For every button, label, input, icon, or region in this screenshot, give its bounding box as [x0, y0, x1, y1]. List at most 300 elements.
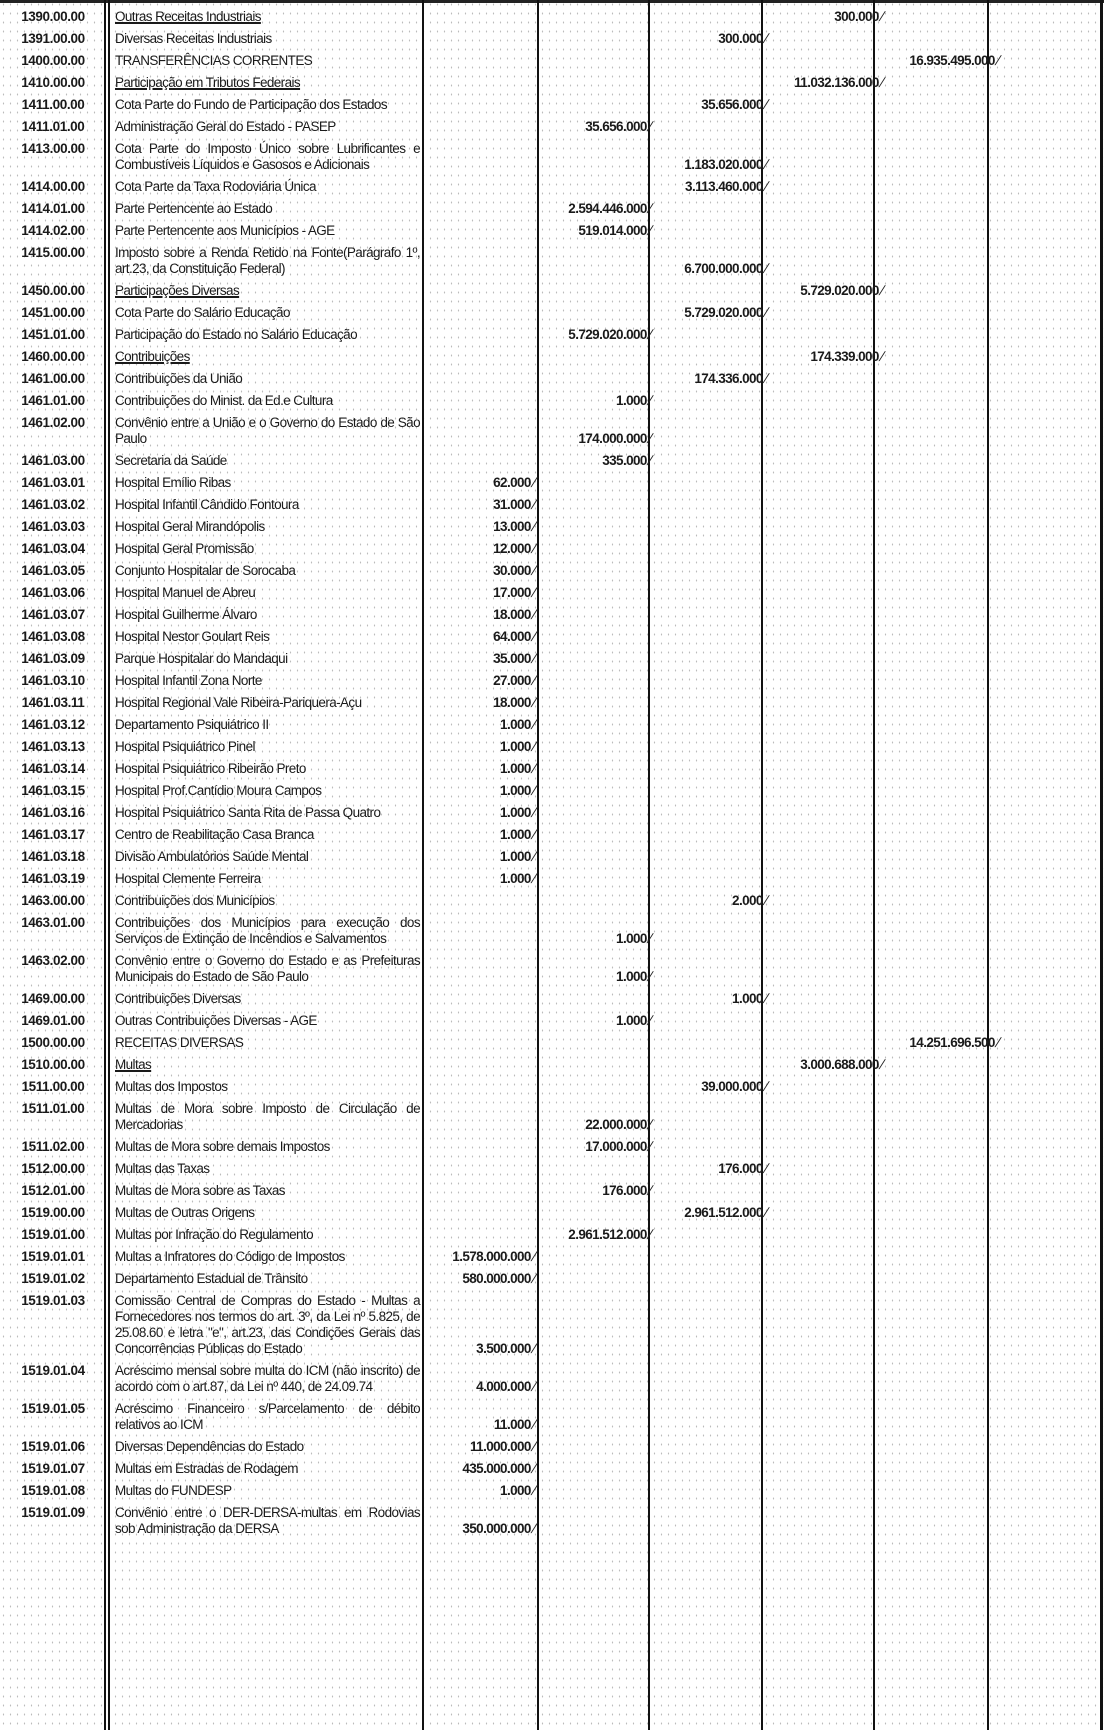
value-cell-col-3: [655, 390, 771, 412]
table-row: [0, 802, 1104, 824]
check-mark-icon: /: [761, 97, 770, 112]
value-cell-col-6: [1003, 950, 1104, 988]
value-cell-col-5: [887, 28, 1003, 50]
check-mark-icon: /: [761, 261, 770, 276]
account-description: Parte Pertencente ao Estado: [115, 201, 273, 216]
amount: 176.000: [602, 1183, 647, 1198]
check-mark-icon: /: [529, 871, 538, 886]
account-description: Hospital Geral Mirandópolis: [115, 519, 265, 534]
value-cell-col-3: [655, 846, 771, 868]
value-cell-col-1: [423, 494, 539, 516]
account-description: Multas de Mora sobre Imposto de Circulação de Mercadorias: [115, 1101, 420, 1132]
table-row: [0, 94, 1104, 116]
table-row: [0, 1224, 1104, 1246]
value-cell-col-2: [539, 802, 655, 824]
description-cell: [106, 242, 423, 280]
value-cell-col-3: [655, 1076, 771, 1098]
value-cell-col-1: [423, 450, 539, 472]
amount: 35.000: [493, 651, 531, 666]
value-cell-col-5: [887, 1246, 1003, 1268]
value-cell-col-2: [539, 692, 655, 714]
value-cell-col-1: [423, 1180, 539, 1202]
value-cell-col-5: [887, 758, 1003, 780]
description-cell: [106, 280, 423, 302]
description-cell: [106, 390, 423, 412]
value-cell-col-5: [887, 280, 1003, 302]
value-cell-col-1: [423, 560, 539, 582]
description-cell: [106, 802, 423, 824]
value-cell-col-4: [771, 758, 887, 780]
value-cell-col-3: [655, 28, 771, 50]
check-mark-icon: /: [529, 827, 538, 842]
description-cell: [106, 116, 423, 138]
value-cell-col-6: [1003, 824, 1104, 846]
value-cell-col-6: [1003, 1480, 1104, 1502]
value-cell-col-4: [771, 1436, 887, 1458]
amount: 6.700.000.000: [684, 261, 763, 276]
description-cell: [106, 1398, 423, 1436]
value-cell-col-4: [771, 1054, 887, 1076]
value-cell-col-6: [1003, 324, 1104, 346]
description-cell: [106, 1158, 423, 1180]
value-cell-col-5: [887, 890, 1003, 912]
value-cell-col-3: [655, 758, 771, 780]
check-mark-icon: /: [529, 1417, 538, 1432]
amount: 1.578.000.000: [452, 1249, 531, 1264]
amount: 3.000.688.000: [800, 1057, 879, 1072]
account-code: 1463.01.00: [21, 915, 85, 930]
table-row: [0, 72, 1104, 94]
check-mark-icon: /: [761, 1079, 770, 1094]
value-cell-col-6: [1003, 176, 1104, 198]
check-mark-icon: /: [761, 31, 770, 46]
amount: 174.339.000: [810, 349, 879, 364]
account-code: 1461.03.00: [21, 453, 85, 468]
value-cell-col-5: [887, 1502, 1003, 1540]
account-code: 1461.03.19: [21, 871, 85, 886]
value-cell-col-2: [539, 1246, 655, 1268]
table-row: [0, 692, 1104, 714]
value-cell-col-1: [423, 198, 539, 220]
description-cell: [106, 1076, 423, 1098]
check-mark-icon: /: [761, 1161, 770, 1176]
value-cell-col-4: [771, 1076, 887, 1098]
value-cell-col-6: [1003, 450, 1104, 472]
table-row: [0, 626, 1104, 648]
value-cell-col-4: [771, 1136, 887, 1158]
account-description: Parte Pertencente aos Municípios - AGE: [115, 223, 335, 238]
check-mark-icon: /: [645, 201, 654, 216]
amount: 2.000: [732, 893, 763, 908]
amount: 1.000: [500, 805, 531, 820]
check-mark-icon: /: [645, 1139, 654, 1154]
value-cell-col-2: [539, 94, 655, 116]
check-mark-icon: /: [645, 393, 654, 408]
table-row: [0, 736, 1104, 758]
account-code: 1469.01.00: [21, 1013, 85, 1028]
table-row: [0, 176, 1104, 198]
description-cell: [106, 604, 423, 626]
value-cell-col-2: [539, 1158, 655, 1180]
value-cell-col-4: [771, 28, 887, 50]
value-cell-col-5: [887, 412, 1003, 450]
value-cell-col-1: [423, 72, 539, 94]
value-cell-col-3: [655, 50, 771, 72]
value-cell-col-2: [539, 1010, 655, 1032]
value-cell-col-4: [771, 1290, 887, 1360]
value-cell-col-3: [655, 582, 771, 604]
value-cell-col-3: [655, 324, 771, 346]
amount: 2.961.512.000: [568, 1227, 647, 1242]
value-cell-col-3: [655, 1246, 771, 1268]
table-row: [0, 1158, 1104, 1180]
value-cell-col-3: [655, 368, 771, 390]
value-cell-col-4: [771, 648, 887, 670]
account-code: 1461.03.13: [21, 739, 85, 754]
value-cell-col-5: [887, 1224, 1003, 1246]
table-row: [0, 538, 1104, 560]
amount: 580.000.000: [462, 1271, 531, 1286]
value-cell-col-6: [1003, 198, 1104, 220]
value-cell-col-5: [887, 138, 1003, 176]
value-cell-col-6: [1003, 390, 1104, 412]
account-description: Contribuições da União: [115, 371, 243, 386]
table-row: [0, 1398, 1104, 1436]
value-cell-col-5: [887, 242, 1003, 280]
value-cell-col-3: [655, 138, 771, 176]
value-cell-col-6: [1003, 1202, 1104, 1224]
value-cell-col-4: [771, 560, 887, 582]
account-code: 1461.01.00: [21, 393, 85, 408]
description-cell: [106, 1180, 423, 1202]
value-cell-col-4: [771, 692, 887, 714]
value-cell-col-4: [771, 6, 887, 28]
account-description: Multas de Outras Origens: [115, 1205, 255, 1220]
account-code: 1415.00.00: [21, 245, 85, 260]
description-cell: [106, 758, 423, 780]
description-cell: [106, 516, 423, 538]
amount: 39.000.000: [701, 1079, 763, 1094]
amount: 11.032.136.000: [794, 75, 879, 90]
value-cell-col-6: [1003, 1458, 1104, 1480]
description-cell: [106, 1246, 423, 1268]
amount: 64.000: [493, 629, 531, 644]
value-cell-col-1: [423, 412, 539, 450]
value-cell-col-2: [539, 72, 655, 94]
value-cell-col-5: [887, 50, 1003, 72]
account-description: Contribuições do Minist. da Ed.e Cultura: [115, 393, 333, 408]
description-cell: [106, 692, 423, 714]
value-cell-col-3: [655, 802, 771, 824]
amount: 335.000: [602, 453, 647, 468]
amount: 1.000: [500, 1483, 531, 1498]
value-cell-col-6: [1003, 280, 1104, 302]
account-description: Hospital Nestor Goulart Reis: [115, 629, 270, 644]
value-cell-col-4: [771, 116, 887, 138]
account-description: Conjunto Hospitalar de Sorocaba: [115, 563, 296, 578]
value-cell-col-5: [887, 516, 1003, 538]
amount: 14.251.696.500: [909, 1035, 995, 1050]
check-mark-icon: /: [529, 717, 538, 732]
check-mark-icon: /: [529, 607, 538, 622]
account-description: Parque Hospitalar do Mandaqui: [115, 651, 288, 666]
value-cell-col-6: [1003, 1136, 1104, 1158]
value-cell-col-5: [887, 560, 1003, 582]
value-cell-col-1: [423, 1436, 539, 1458]
check-mark-icon: /: [877, 75, 886, 90]
check-mark-icon: /: [529, 1249, 538, 1264]
value-cell-col-2: [539, 472, 655, 494]
value-cell-col-3: [655, 1136, 771, 1158]
value-cell-col-1: [423, 50, 539, 72]
value-cell-col-5: [887, 176, 1003, 198]
value-cell-col-2: [539, 324, 655, 346]
table-row: [0, 1458, 1104, 1480]
value-cell-col-4: [771, 780, 887, 802]
description-cell: [106, 1054, 423, 1076]
value-cell-col-1: [423, 1224, 539, 1246]
account-description: Hospital Geral Promissão: [115, 541, 254, 556]
account-description: Secretaria da Saúde: [115, 453, 227, 468]
value-cell-col-2: [539, 890, 655, 912]
value-cell-col-2: [539, 846, 655, 868]
value-cell-col-6: [1003, 28, 1104, 50]
value-cell-col-2: [539, 116, 655, 138]
value-cell-col-4: [771, 94, 887, 116]
value-cell-col-4: [771, 736, 887, 758]
value-cell-col-1: [423, 714, 539, 736]
table-row: [0, 1136, 1104, 1158]
value-cell-col-3: [655, 1458, 771, 1480]
check-mark-icon: /: [529, 497, 538, 512]
table-row: [0, 472, 1104, 494]
account-description: Convênio entre a União e o Governo do Estado de São Paulo: [115, 415, 420, 446]
value-cell-col-2: [539, 538, 655, 560]
value-cell-col-1: [423, 824, 539, 846]
amount: 1.000: [616, 969, 647, 984]
value-cell-col-1: [423, 1136, 539, 1158]
value-cell-col-5: [887, 824, 1003, 846]
value-cell-col-2: [539, 868, 655, 890]
value-cell-col-1: [423, 868, 539, 890]
amount: 1.000: [500, 827, 531, 842]
description-cell: [106, 1098, 423, 1136]
check-mark-icon: /: [645, 223, 654, 238]
account-code: 1411.00.00: [21, 97, 85, 112]
account-code: 1469.00.00: [21, 991, 85, 1006]
description-cell: [106, 302, 423, 324]
value-cell-col-5: [887, 1136, 1003, 1158]
description-cell: [106, 368, 423, 390]
value-cell-col-5: [887, 324, 1003, 346]
table-row: [0, 198, 1104, 220]
value-cell-col-2: [539, 912, 655, 950]
description-cell: [106, 912, 423, 950]
value-cell-col-1: [423, 1098, 539, 1136]
table-row: [0, 780, 1104, 802]
value-cell-col-1: [423, 28, 539, 50]
value-cell-col-5: [887, 692, 1003, 714]
value-cell-col-3: [655, 412, 771, 450]
value-cell-col-4: [771, 626, 887, 648]
value-cell-col-4: [771, 176, 887, 198]
value-cell-col-5: [887, 648, 1003, 670]
value-cell-col-1: [423, 220, 539, 242]
account-code: 1461.03.10: [21, 673, 85, 688]
account-code: 1461.00.00: [21, 371, 85, 386]
table-row: [0, 1246, 1104, 1268]
value-cell-col-4: [771, 1502, 887, 1540]
value-cell-col-5: [887, 198, 1003, 220]
account-description: Acréscimo mensal sobre multa do ICM (não inscrito) de acordo com o art.87, da Lei nº 440, de 24.09.74: [115, 1363, 420, 1394]
account-code: 1461.03.09: [21, 651, 85, 666]
value-cell-col-5: [887, 1098, 1003, 1136]
amount: 5.729.020.000: [568, 327, 647, 342]
description-cell: [106, 28, 423, 50]
value-cell-col-6: [1003, 538, 1104, 560]
value-cell-col-1: [423, 912, 539, 950]
check-mark-icon: /: [645, 453, 654, 468]
value-cell-col-5: [887, 912, 1003, 950]
value-cell-col-1: [423, 242, 539, 280]
value-cell-col-6: [1003, 758, 1104, 780]
value-cell-col-6: [1003, 582, 1104, 604]
account-code: 1519.00.00: [21, 1205, 85, 1220]
account-description: Multas de Mora sobre demais Impostos: [115, 1139, 330, 1154]
value-cell-col-4: [771, 1010, 887, 1032]
account-description: Multas por Infração do Regulamento: [115, 1227, 313, 1242]
value-cell-col-3: [655, 1290, 771, 1360]
account-code: 1519.01.00: [21, 1227, 85, 1242]
value-cell-col-1: [423, 6, 539, 28]
amount: 17.000.000: [585, 1139, 647, 1154]
value-cell-col-6: [1003, 94, 1104, 116]
value-cell-col-4: [771, 1458, 887, 1480]
amount: 18.000: [493, 695, 531, 710]
account-code: 1461.03.11: [21, 695, 85, 710]
check-mark-icon: /: [993, 1035, 1002, 1050]
amount: 35.656.000: [701, 97, 763, 112]
value-cell-col-4: [771, 516, 887, 538]
account-code: 1519.01.05: [21, 1401, 85, 1416]
account-code: 1451.00.00: [21, 305, 85, 320]
value-cell-col-2: [539, 6, 655, 28]
account-description: Multas dos Impostos: [115, 1079, 228, 1094]
account-description: Diversas Receitas Industriais: [115, 31, 272, 46]
value-cell-col-3: [655, 220, 771, 242]
value-cell-col-5: [887, 1268, 1003, 1290]
description-cell: [106, 50, 423, 72]
value-cell-col-2: [539, 450, 655, 472]
value-cell-col-6: [1003, 472, 1104, 494]
account-description: Contribuições: [115, 349, 190, 364]
value-cell-col-5: [887, 780, 1003, 802]
account-description: Hospital Prof.Cantídio Moura Campos: [115, 783, 322, 798]
value-cell-col-4: [771, 450, 887, 472]
account-description: Hospital Psiquiátrico Santa Rita de Passa Quatro: [115, 805, 381, 820]
account-description: Hospital Psiquiátrico Pinel: [115, 739, 255, 754]
check-mark-icon: /: [645, 327, 654, 342]
value-cell-col-3: [655, 1180, 771, 1202]
value-cell-col-5: [887, 538, 1003, 560]
account-code: 1511.01.00: [21, 1101, 85, 1116]
value-cell-col-1: [423, 802, 539, 824]
value-cell-col-5: [887, 450, 1003, 472]
value-cell-col-1: [423, 472, 539, 494]
value-cell-col-1: [423, 538, 539, 560]
account-code: 1461.03.02: [21, 497, 85, 512]
value-cell-col-5: [887, 1010, 1003, 1032]
value-cell-col-1: [423, 1502, 539, 1540]
description-cell: [106, 1458, 423, 1480]
value-cell-col-4: [771, 1360, 887, 1398]
account-description: Departamento Estadual de Trânsito: [115, 1271, 308, 1286]
value-cell-col-4: [771, 1480, 887, 1502]
account-description: Comissão Central de Compras do Estado - Multas a Fornecedores nos termos do art. 3º, da Lei nº 5.825, de 25.08.60 e letra "e", art.23, das Condições Gerais das Concorrências Públicas do Estado: [115, 1293, 420, 1356]
value-cell-col-3: [655, 1480, 771, 1502]
value-cell-col-6: [1003, 1436, 1104, 1458]
value-cell-col-2: [539, 582, 655, 604]
value-cell-col-6: [1003, 670, 1104, 692]
value-cell-col-4: [771, 1032, 887, 1054]
check-mark-icon: /: [645, 969, 654, 984]
value-cell-col-2: [539, 1202, 655, 1224]
account-code: 1391.00.00: [21, 31, 85, 46]
value-cell-col-6: [1003, 1180, 1104, 1202]
value-cell-col-2: [539, 50, 655, 72]
check-mark-icon: /: [761, 371, 770, 386]
value-cell-col-1: [423, 280, 539, 302]
amount: 174.000.000: [578, 431, 647, 446]
value-cell-col-5: [887, 626, 1003, 648]
description-cell: [106, 346, 423, 368]
value-cell-col-2: [539, 302, 655, 324]
value-cell-col-1: [423, 1398, 539, 1436]
value-cell-col-2: [539, 604, 655, 626]
value-cell-col-5: [887, 1360, 1003, 1398]
value-cell-col-2: [539, 1502, 655, 1540]
value-cell-col-4: [771, 604, 887, 626]
value-cell-col-5: [887, 1180, 1003, 1202]
value-cell-col-4: [771, 1246, 887, 1268]
value-cell-col-1: [423, 988, 539, 1010]
value-cell-col-5: [887, 670, 1003, 692]
table-row: [0, 1010, 1104, 1032]
value-cell-col-5: [887, 604, 1003, 626]
description-cell: [106, 648, 423, 670]
table-row: [0, 1054, 1104, 1076]
check-mark-icon: /: [761, 157, 770, 172]
value-cell-col-4: [771, 950, 887, 988]
table-row: [0, 1480, 1104, 1502]
value-cell-col-4: [771, 72, 887, 94]
description-cell: [106, 1136, 423, 1158]
amount: 350.000.000: [462, 1521, 531, 1536]
account-description: Convênio entre o Governo do Estado e as Prefeituras Municipais do Estado de São Paulo: [115, 953, 420, 984]
check-mark-icon: /: [529, 739, 538, 754]
value-cell-col-6: [1003, 220, 1104, 242]
value-cell-col-6: [1003, 988, 1104, 1010]
account-code: 1512.01.00: [21, 1183, 85, 1198]
table-row: [0, 116, 1104, 138]
description-cell: [106, 824, 423, 846]
account-description: Contribuições dos Municípios: [115, 893, 275, 908]
value-cell-col-1: [423, 692, 539, 714]
description-cell: [106, 72, 423, 94]
table-row: [0, 670, 1104, 692]
value-cell-col-6: [1003, 242, 1104, 280]
value-cell-col-1: [423, 582, 539, 604]
